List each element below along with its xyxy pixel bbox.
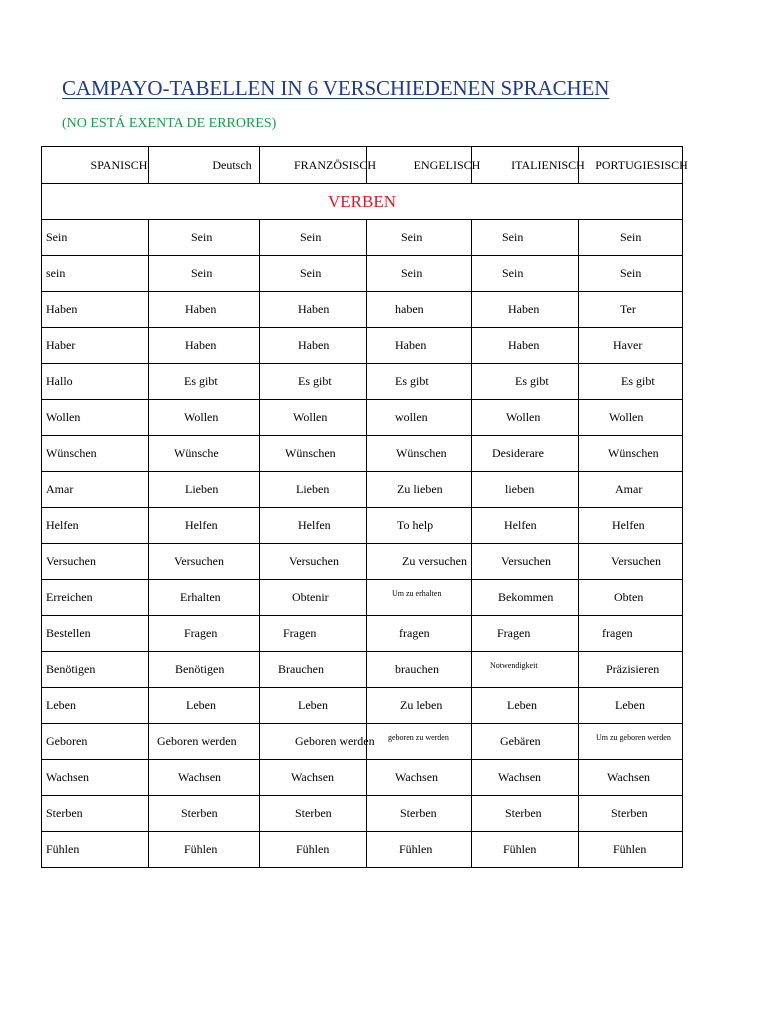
table-row bbox=[42, 724, 683, 760]
cell-text: Fragen bbox=[497, 626, 531, 640]
cell-text: Leben bbox=[186, 698, 216, 712]
cell-text: fragen bbox=[399, 626, 430, 640]
cell-deutsch bbox=[149, 436, 260, 472]
cell-text: Geboren bbox=[46, 734, 88, 748]
cell-text: Sterben bbox=[46, 806, 83, 820]
cell-text: Wachsen bbox=[607, 770, 651, 784]
cell-text: Wünsche bbox=[174, 446, 219, 460]
cell-spanisch bbox=[42, 220, 149, 256]
table-row bbox=[42, 760, 683, 796]
cell-deutsch bbox=[149, 832, 260, 868]
cell-text: Haben bbox=[395, 338, 427, 352]
table-row bbox=[42, 472, 683, 508]
table-row bbox=[42, 256, 683, 292]
cell-text: Sterben bbox=[181, 806, 218, 820]
cell-text: Benötigen bbox=[46, 662, 96, 676]
cell-text: Fühlen bbox=[399, 842, 433, 856]
cell-text: Versuchen bbox=[611, 554, 661, 568]
header-row bbox=[42, 147, 683, 184]
cell-text: Gebären bbox=[500, 734, 541, 748]
cell-text: Wachsen bbox=[291, 770, 335, 784]
cell-text: Fühlen bbox=[46, 842, 80, 856]
cell-deutsch bbox=[149, 472, 260, 508]
cell-text: lieben bbox=[505, 482, 535, 496]
cell-deutsch bbox=[149, 364, 260, 400]
cell-text: Helfen bbox=[298, 518, 331, 532]
document-title: CAMPAYO-TABELLEN IN 6 VERSCHIEDENEN SPRACHEN bbox=[62, 76, 610, 100]
cell-spanisch bbox=[42, 292, 149, 328]
cell-text: Sein bbox=[620, 230, 642, 244]
cell-text: Leben bbox=[615, 698, 645, 712]
cell-text: Wachsen bbox=[46, 770, 90, 784]
cell-text: Helfen bbox=[46, 518, 79, 532]
cell-text: Wollen bbox=[46, 410, 81, 424]
header-cell-portugiesisch bbox=[579, 147, 688, 184]
cell-text: Sein bbox=[401, 230, 423, 244]
cell-text: Wollen bbox=[293, 410, 328, 424]
cell-text: Um zu erhalten bbox=[392, 589, 442, 598]
document-subtitle: (NO ESTÁ EXENTA DE ERRORES) bbox=[62, 116, 277, 131]
cell-text: Präzisieren bbox=[606, 662, 660, 676]
cell-text: geboren zu werden bbox=[388, 733, 449, 742]
cell-text: Haben bbox=[298, 302, 330, 316]
cell-text: Haben bbox=[185, 338, 217, 352]
cell-text: Sein bbox=[300, 266, 322, 280]
cell-text: Helfen bbox=[612, 518, 645, 532]
cell-spanisch bbox=[42, 832, 149, 868]
cell-text: Sein bbox=[46, 230, 68, 244]
cell-text: Zu leben bbox=[400, 698, 443, 712]
table-row bbox=[42, 544, 683, 580]
cell-text: Helfen bbox=[504, 518, 537, 532]
cell-text: Fühlen bbox=[184, 842, 218, 856]
cell-text: Sein bbox=[191, 266, 213, 280]
cell-text: Amar bbox=[46, 482, 74, 496]
cell-text: Haber bbox=[46, 338, 76, 352]
header-label: SPANISCH bbox=[90, 157, 148, 172]
cell-text: Wünschen bbox=[285, 446, 336, 460]
table-row bbox=[42, 688, 683, 724]
cell-text: fragen bbox=[602, 626, 633, 640]
cell-text: Geboren werden bbox=[295, 734, 375, 748]
cell-deutsch bbox=[149, 400, 260, 436]
cell-deutsch bbox=[149, 616, 260, 652]
cell-deutsch bbox=[149, 760, 260, 796]
cell-text: Geboren werden bbox=[157, 734, 237, 748]
cell-text: Sein bbox=[620, 266, 642, 280]
cell-text: Leben bbox=[298, 698, 328, 712]
cell-franzoesisch bbox=[260, 724, 375, 760]
cell-text: Sein bbox=[300, 230, 322, 244]
table-row bbox=[42, 328, 683, 364]
cell-text: Versuchen bbox=[174, 554, 224, 568]
cell-text: Wünschen bbox=[396, 446, 447, 460]
cell-text: Obtenir bbox=[292, 590, 329, 604]
table-row bbox=[42, 616, 683, 652]
cell-spanisch bbox=[42, 508, 149, 544]
cell-deutsch bbox=[149, 796, 260, 832]
section-heading-verben: VERBEN bbox=[42, 184, 683, 220]
cell-text: Es gibt bbox=[515, 374, 549, 388]
table-row bbox=[42, 400, 683, 436]
cell-text: Notwendigkeit bbox=[490, 661, 538, 670]
cell-spanisch bbox=[42, 364, 149, 400]
cell-text: Versuchen bbox=[46, 554, 96, 568]
cell-text: Benötigen bbox=[175, 662, 225, 676]
cell-spanisch bbox=[42, 328, 149, 364]
table-row bbox=[42, 580, 683, 616]
cell-text: haben bbox=[395, 302, 424, 316]
cell-text: Lieben bbox=[296, 482, 330, 496]
cell-deutsch bbox=[149, 544, 260, 580]
cell-text: Erreichen bbox=[46, 590, 93, 604]
cell-text: Haben bbox=[46, 302, 78, 316]
cell-spanisch bbox=[42, 688, 149, 724]
cell-text: Es gibt bbox=[298, 374, 332, 388]
cell-text: Zu versuchen bbox=[402, 554, 467, 568]
cell-text: Ter bbox=[620, 302, 636, 316]
cell-deutsch bbox=[149, 688, 260, 724]
table-row bbox=[42, 652, 683, 688]
header-label: ENGELISCH bbox=[413, 157, 481, 172]
cell-text: Wünschen bbox=[608, 446, 659, 460]
cell-text: Amar bbox=[615, 482, 643, 496]
cell-text: To help bbox=[397, 518, 434, 532]
table-row bbox=[42, 832, 683, 868]
header-label: PORTUGIESISCH bbox=[595, 157, 688, 172]
cell-text: Es gibt bbox=[621, 374, 655, 388]
cell-text: Hallo bbox=[46, 374, 73, 388]
cell-text: Fühlen bbox=[503, 842, 537, 856]
cell-deutsch bbox=[149, 256, 260, 292]
cell-text: sein bbox=[46, 266, 66, 280]
cell-text: Wachsen bbox=[498, 770, 542, 784]
cell-text: Sein bbox=[502, 266, 524, 280]
cell-text: Erhalten bbox=[180, 590, 221, 604]
header-label: FRANZÖSISCH bbox=[293, 157, 377, 172]
cell-text: Leben bbox=[507, 698, 537, 712]
cell-text: Wollen bbox=[184, 410, 219, 424]
cell-text: Sterben bbox=[295, 806, 332, 820]
cell-text: Wachsen bbox=[395, 770, 439, 784]
table-row bbox=[42, 364, 683, 400]
header-label: Deutsch bbox=[212, 157, 252, 172]
header-label: ITALIENISCH bbox=[511, 157, 585, 172]
cell-text: Es gibt bbox=[395, 374, 429, 388]
cell-deutsch bbox=[149, 292, 260, 328]
cell-text: Fühlen bbox=[613, 842, 647, 856]
cell-deutsch bbox=[149, 724, 260, 760]
cell-text: Obten bbox=[614, 590, 644, 604]
cell-deutsch bbox=[149, 508, 260, 544]
cell-text: Desiderare bbox=[492, 446, 544, 460]
cell-text: Helfen bbox=[185, 518, 218, 532]
cell-text: Wachsen bbox=[178, 770, 222, 784]
cell-text: Fragen bbox=[184, 626, 218, 640]
cell-spanisch bbox=[42, 400, 149, 436]
cell-text: Sterben bbox=[400, 806, 437, 820]
cell-text: Bestellen bbox=[46, 626, 91, 640]
cell-text: Haben bbox=[508, 302, 540, 316]
header-cell-spanisch bbox=[42, 147, 149, 184]
cell-spanisch bbox=[42, 796, 149, 832]
cell-text: Wollen bbox=[609, 410, 644, 424]
table-row bbox=[42, 796, 683, 832]
translation-table bbox=[41, 146, 688, 868]
cell-text: Um zu geboren werden bbox=[596, 733, 671, 742]
cell-text: Versuchen bbox=[289, 554, 339, 568]
cell-deutsch bbox=[149, 328, 260, 364]
cell-text: brauchen bbox=[395, 662, 439, 676]
section-row bbox=[42, 184, 683, 220]
cell-text: Haben bbox=[298, 338, 330, 352]
cell-spanisch bbox=[42, 544, 149, 580]
cell-text: Lieben bbox=[185, 482, 219, 496]
cell-spanisch bbox=[42, 256, 149, 292]
cell-text: Haver bbox=[613, 338, 643, 352]
cell-text: Sein bbox=[401, 266, 423, 280]
cell-text: Versuchen bbox=[501, 554, 551, 568]
table-row bbox=[42, 508, 683, 544]
cell-deutsch bbox=[149, 580, 260, 616]
cell-text: Bekommen bbox=[498, 590, 554, 604]
table-row bbox=[42, 292, 683, 328]
cell-text: Wollen bbox=[506, 410, 541, 424]
cell-spanisch bbox=[42, 652, 149, 688]
cell-text: Fragen bbox=[283, 626, 317, 640]
cell-text: Fühlen bbox=[296, 842, 330, 856]
cell-spanisch bbox=[42, 616, 149, 652]
cell-text: Haben bbox=[508, 338, 540, 352]
cell-spanisch bbox=[42, 472, 149, 508]
cell-text: Sterben bbox=[611, 806, 648, 820]
cell-text: Sein bbox=[502, 230, 524, 244]
table-row bbox=[42, 220, 683, 256]
cell-text: Brauchen bbox=[278, 662, 324, 676]
cell-spanisch bbox=[42, 580, 149, 616]
cell-text: Es gibt bbox=[184, 374, 218, 388]
cell-text: wollen bbox=[395, 410, 428, 424]
cell-text: Haben bbox=[185, 302, 217, 316]
cell-spanisch bbox=[42, 436, 149, 472]
table-row bbox=[42, 436, 683, 472]
cell-spanisch bbox=[42, 760, 149, 796]
cell-text: Sein bbox=[191, 230, 213, 244]
cell-deutsch bbox=[149, 220, 260, 256]
cell-spanisch bbox=[42, 724, 149, 760]
cell-deutsch bbox=[149, 652, 260, 688]
cell-text: Wünschen bbox=[46, 446, 97, 460]
cell-text: Leben bbox=[46, 698, 76, 712]
cell-text: Sterben bbox=[505, 806, 542, 820]
cell-text: Zu lieben bbox=[397, 482, 443, 496]
